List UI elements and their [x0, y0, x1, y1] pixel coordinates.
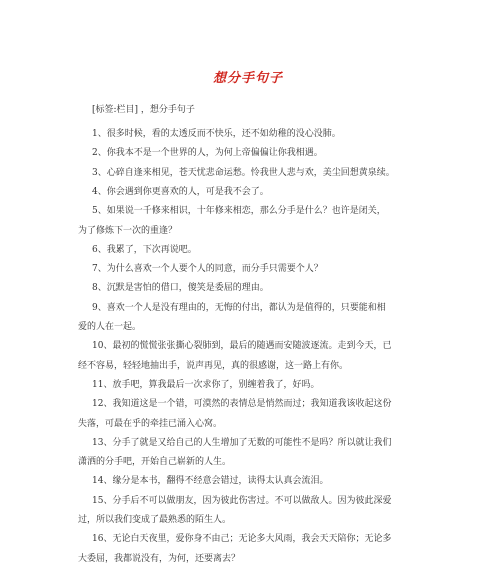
- paragraph-line: 14、缘分是本书，翻得不经意会错过，读得太认真会流泪。: [92, 476, 329, 487]
- paragraph-continuation: 经不容易，轻轻地抽出手，说声再见，真的很感谢，这一路上有你。: [78, 360, 349, 371]
- paragraph-line: 1、很多时候，看的太透反而不快乐，还不如幼稚的没心没肺。: [92, 129, 341, 139]
- paragraph-line: 8、沉默是害怕的借口，傻笑是委屈的理由。: [92, 283, 269, 294]
- paragraph-continuation: 过，所以我们变成了最熟悉的陌生人。: [78, 515, 232, 525]
- paragraph-line: 4、你会遇到你更喜欢的人，可是我不会了。: [92, 186, 269, 197]
- paragraph-line: 15、分手后不可以做朋友，因为彼此伤害过。不可以做敌人。因为彼此深爱: [92, 495, 392, 506]
- paragraph-line: 13、分手了就是又给自己的人生增加了无数的可能性不是吗？所以就让我们: [92, 437, 392, 448]
- paragraph-line: 16、无论白天夜里，爱你身不由己；无论多大风雨，我会天天陪你；无论多: [92, 534, 392, 545]
- paragraph-line: 3、心碎自逢来相见，苍天忧悲命运愁。怜我世人悲与欢，美尘回想黄泉续。: [92, 167, 395, 178]
- paragraph-line: 6、我累了，下次再说吧。: [92, 244, 197, 255]
- paragraph-line: 5、如果说一千修来相识，十年修来相恋，那么分手是什么？也许是闭关，: [92, 206, 386, 217]
- tag-line: [标签:栏目] ，想分手句子: [92, 105, 195, 115]
- paragraph-continuation: 爱的人在一起。: [78, 322, 142, 332]
- paragraph-continuation: 为了修炼下一次的重逢？: [78, 225, 178, 236]
- paragraph-line: 7、为什么喜欢一个人要个人的同意，而分手只需要个人？: [92, 264, 323, 275]
- paragraph-line: 11、放手吧，算我最后一次求你了，别缠着我了，好吗。: [92, 379, 320, 390]
- paragraph-continuation: 失落，可最在乎的牵挂已涌入心窝。: [78, 418, 223, 429]
- paragraph-continuation: 大委屈，我都说没有，为何，还要离去？: [78, 553, 241, 564]
- paragraph-continuation: 潇洒的分手吧，开始自己崭新的人生。: [78, 457, 232, 468]
- paragraph-line: 12、我知道这是一个错，可漠然的表情总是悄然而过；我知道我该收起这份: [92, 399, 392, 410]
- paragraph-line: 10、最初的慌慌张张撕心裂肺到，最后的随遇而安随波逐流。走到今天，已: [92, 341, 392, 352]
- document-title: 想分手句子: [212, 71, 283, 86]
- paragraph-line: 2、你我本不是一个世界的人，为何上帝偏偏让你我相遇。: [92, 148, 323, 159]
- paragraph-line: 9、喜欢一个人是没有理由的，无悔的付出，都认为是值得的，只要能和相: [92, 302, 386, 313]
